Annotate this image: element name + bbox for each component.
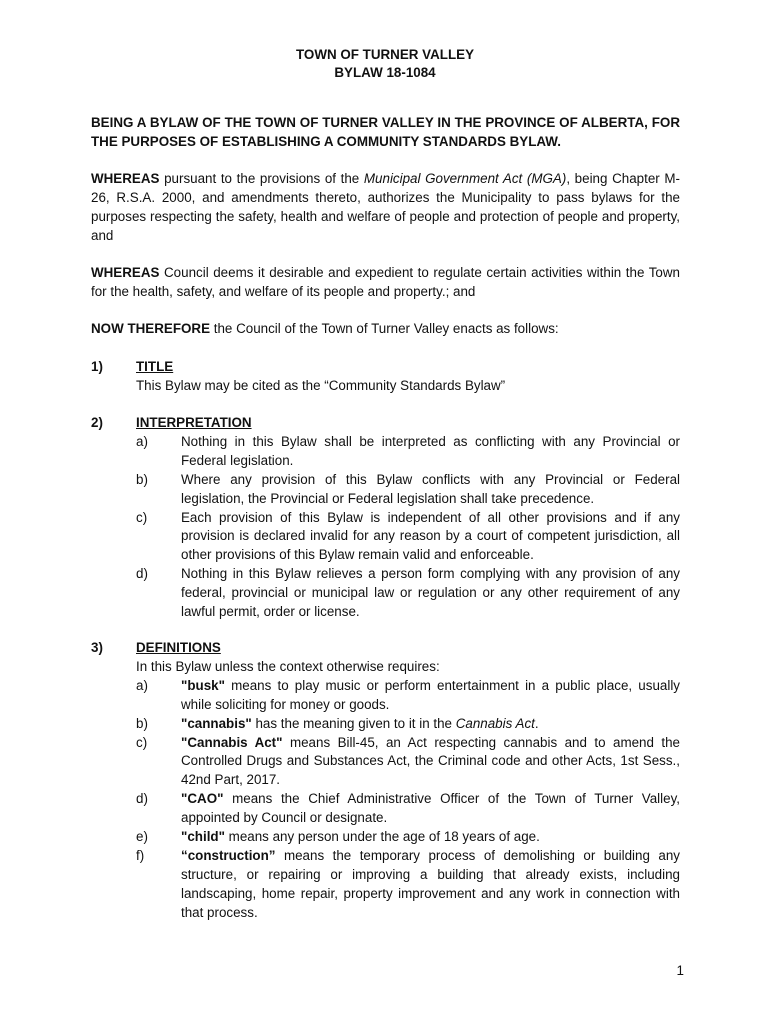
definition-item [136, 734, 680, 791]
whereas-clause-1 [91, 170, 680, 246]
item-label: d) [136, 791, 148, 807]
item-label: f) [136, 847, 145, 863]
definition-item [136, 715, 680, 734]
section-number: 2) [91, 415, 103, 430]
preamble: BEING A BYLAW OF THE TOWN OF TURNER VALLEY IN THE PROVINCE OF ALBERTA, FOR THE PURPOSES OF ESTABLISHING A COMMUNITY STANDARDS BYLAW. [91, 115, 680, 149]
item-label: a) [136, 677, 148, 693]
enacting-clause [91, 320, 680, 339]
document-title-town: TOWN OF TURNER VALLEY [295, 47, 475, 62]
list-item [136, 433, 680, 471]
item-label: c) [136, 734, 148, 750]
item-text: Where any provision of this Bylaw conflicts with any Provincial or Federal legislation, the Provincial or Federal legislation shall take precedence. [181, 471, 680, 506]
definition-term: "Cannabis Act" [181, 734, 283, 750]
definition-item [136, 677, 680, 715]
whereas-lead: WHEREAS [91, 265, 160, 280]
section-heading: DEFINITIONS [136, 640, 221, 655]
definition-text: means Bill-45, an Act respecting cannabis and to amend the Controlled Drugs and Substances Act, the Criminal code and other Acts, 1st Sess., 42nd Part, 2017. [181, 734, 680, 788]
item-text: Nothing in this Bylaw relieves a person form complying with any provision of any federal, provincial or municipal law or regulation or any other requirement of any lawful permit, order or license. [181, 566, 680, 620]
item-label: e) [136, 829, 148, 845]
definition-item [136, 847, 680, 923]
definition-term: “construction” [181, 847, 276, 863]
whereas-text: Council deems it desirable and expedient to regulate certain activities within the Town for the health, safety, and welfare of its people and property.; and [91, 265, 680, 299]
whereas-lead: WHEREAS [91, 171, 160, 186]
definition-text: means to play music or perform entertainment in a public place, usually while soliciting for money or goods. [181, 677, 680, 712]
item-label: b) [136, 471, 148, 487]
definition-text: has the meaning given to it in the [251, 715, 456, 731]
definition-text: means the temporary process of demolishing or building any structure, or repairing or improving a building that already exists, including landscaping, home repair, property improvement and any work in connection with that process. [181, 847, 680, 920]
act-name: Municipal Government Act (MGA) [363, 171, 567, 186]
act-name: Cannabis Act [455, 715, 535, 731]
item-label: b) [136, 715, 148, 731]
whereas-text: pursuant to the provisions of the [159, 171, 364, 186]
definition-item [136, 828, 680, 847]
section-interpretation [136, 414, 680, 622]
section-heading: TITLE [136, 359, 174, 374]
page-number: 1 [676, 963, 684, 978]
definition-text: . [534, 715, 539, 731]
enacting-lead: NOW THEREFORE [91, 321, 211, 336]
section-intro: In this Bylaw unless the context otherwise requires: [136, 658, 440, 674]
enacting-text: the Council of the Town of Turner Valley enacts as follows: [210, 321, 559, 336]
definition-term: "busk" [181, 677, 225, 693]
definition-item [136, 790, 680, 828]
document-title-bylaw-number: BYLAW 18-1084 [334, 65, 436, 80]
section-heading: INTERPRETATION [136, 415, 252, 430]
definition-term: "cannabis" [181, 715, 252, 731]
section-number: 3) [91, 640, 103, 655]
item-label: c) [136, 509, 148, 525]
definition-text: means the Chief Administrative Officer of the Town of Turner Valley, appointed by Council or designate. [181, 791, 680, 826]
item-text: Nothing in this Bylaw shall be interpreted as conflicting with any Provincial or Federal legislation. [181, 433, 680, 468]
item-label: d) [136, 566, 148, 582]
item-text: Each provision of this Bylaw is independent of all other provisions and if any provision is declared invalid for any reason by a court of competent jurisdiction, all other provisions of this Bylaw remain valid and enforceable. [181, 509, 680, 563]
whereas-clause-2 [91, 264, 680, 302]
section-title [136, 358, 680, 396]
definition-term: "CAO" [181, 791, 224, 807]
item-label: a) [136, 433, 148, 449]
whereas-text: , being Chapter M-26, R.S.A. 2000, and amendments thereto, authorizes the Municipality to pass bylaws for the purposes respecting the safety, health and welfare of people and protection of people and property, and [91, 171, 680, 243]
section-definitions [136, 639, 680, 923]
list-item [136, 471, 680, 509]
list-item [136, 509, 680, 566]
list-item [136, 565, 680, 622]
section-text: This Bylaw may be cited as the “Community Standards Bylaw” [136, 377, 506, 393]
definition-text: means any person under the age of 18 years of age. [224, 829, 540, 845]
section-number: 1) [91, 359, 103, 374]
definition-term: "child" [181, 829, 225, 845]
